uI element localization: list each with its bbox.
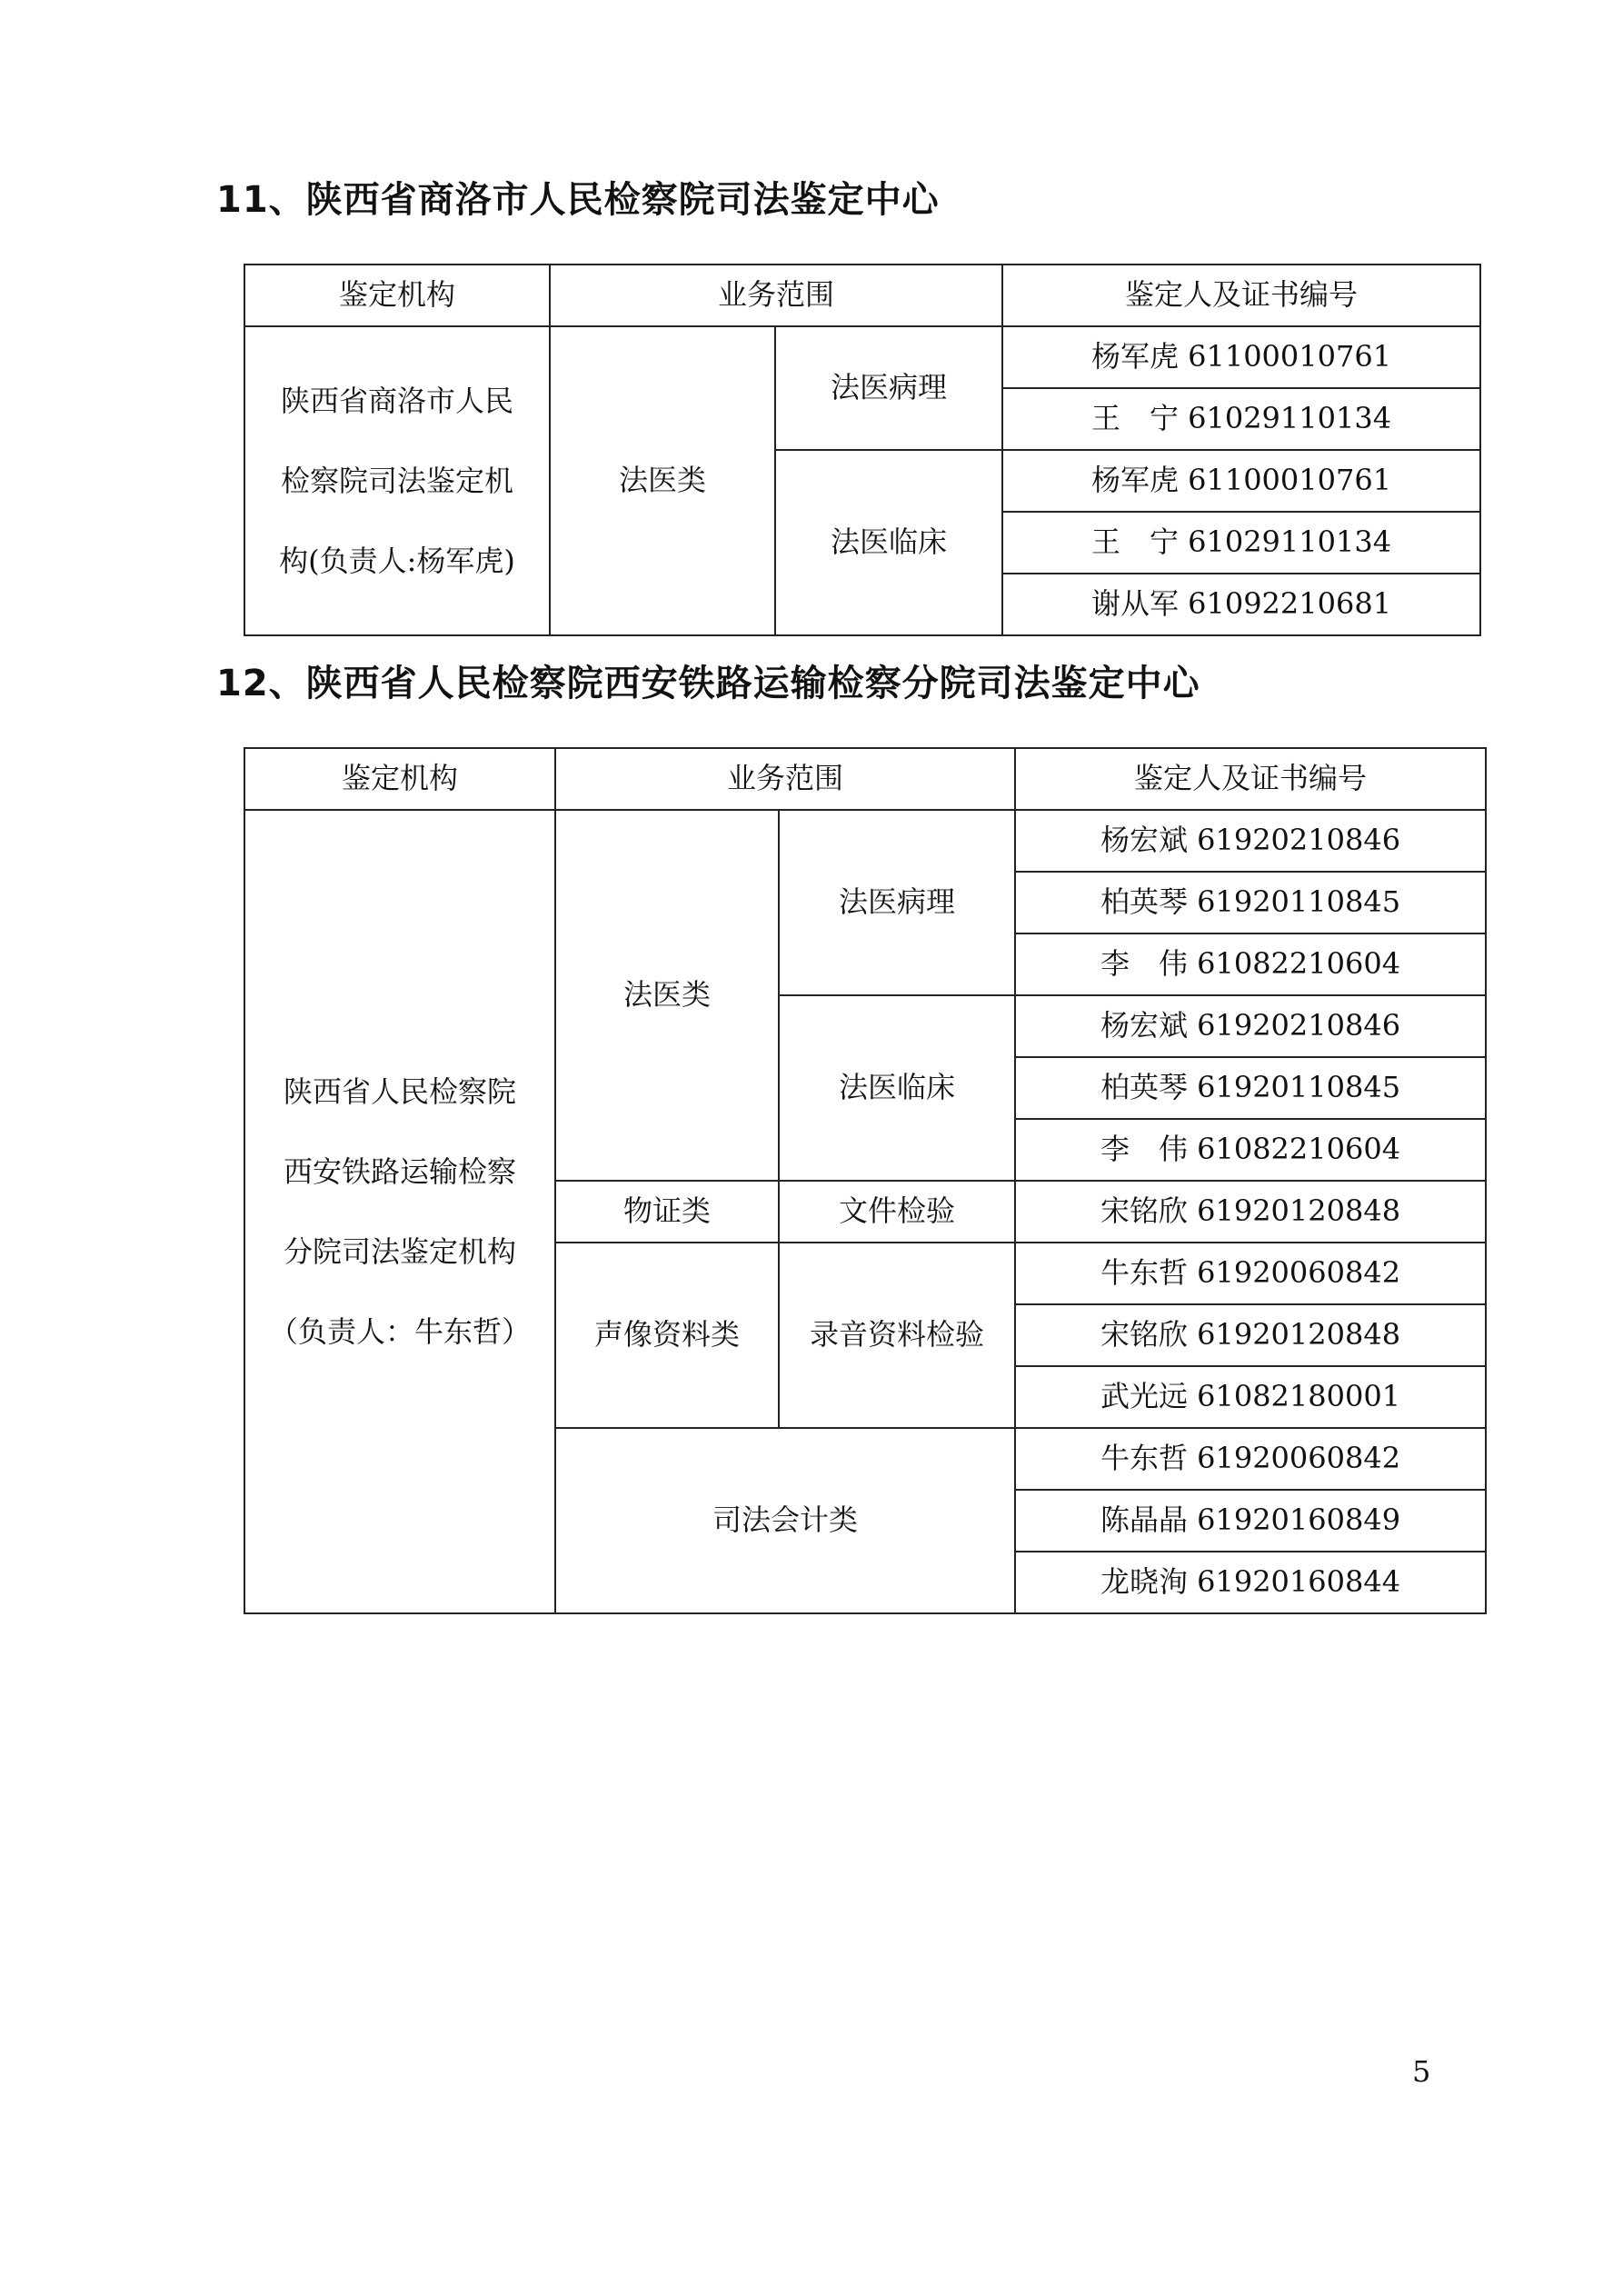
person-cell: 王 宁 61029110134	[1002, 388, 1480, 450]
section-11-title: 11、陕西省商洛市人民检察院司法鉴定中心	[216, 179, 940, 221]
org-line: （负责人：牛东哲）	[268, 1314, 531, 1349]
person-cell: 王 宁 61029110134	[1002, 512, 1480, 574]
header-org: 鉴定机构	[244, 265, 550, 326]
person-cell: 柏英琴 61920110845	[1015, 872, 1486, 933]
org-line: 陕西省人民检察院	[283, 1074, 516, 1109]
subcategory-cell: 录音资料检验	[779, 1243, 1015, 1428]
subcategory-cell: 文件检验	[779, 1181, 1015, 1243]
org-cell	[244, 326, 550, 635]
category-cell: 法医类	[555, 810, 779, 1181]
org-cell	[244, 810, 555, 1613]
org-line: 西安铁路运输检察	[283, 1154, 516, 1189]
subcategory-cell: 法医病理	[775, 326, 1002, 450]
header-scope: 业务范围	[550, 265, 1002, 326]
category-cell: 声像资料类	[555, 1243, 779, 1428]
org-line: 构(负责人:杨军虎)	[279, 544, 515, 578]
person-cell: 牛东哲 61920060842	[1015, 1428, 1486, 1490]
subcategory-cell: 法医临床	[775, 450, 1002, 635]
subcategory-cell: 法医临床	[779, 995, 1015, 1181]
category-cell: 司法会计类	[555, 1428, 1015, 1613]
person-cell: 柏英琴 61920110845	[1015, 1057, 1486, 1119]
person-cell: 杨军虎 61100010761	[1002, 326, 1480, 388]
subcategory-cell: 法医病理	[779, 810, 1015, 995]
header-scope: 业务范围	[555, 748, 1015, 810]
header-person: 鉴定人及证书编号	[1015, 748, 1486, 810]
page-number: 5	[1412, 2054, 1431, 2089]
person-cell: 陈晶晶 61920160849	[1015, 1490, 1486, 1552]
person-cell: 谢从军 61092210681	[1002, 574, 1480, 635]
header-person: 鉴定人及证书编号	[1002, 265, 1480, 326]
org-line: 分院司法鉴定机构	[283, 1234, 516, 1269]
section-12-title: 12、陕西省人民检察院西安铁路运输检察分院司法鉴定中心	[216, 663, 1200, 704]
person-cell: 杨宏斌 61920210846	[1015, 995, 1486, 1057]
header-org: 鉴定机构	[244, 748, 555, 810]
person-cell: 杨军虎 61100010761	[1002, 450, 1480, 512]
person-cell: 李 伟 61082210604	[1015, 1119, 1486, 1181]
section-11-table	[244, 264, 1481, 636]
person-cell: 宋铭欣 61920120848	[1015, 1181, 1486, 1243]
person-cell: 李 伟 61082210604	[1015, 933, 1486, 995]
person-cell: 杨宏斌 61920210846	[1015, 810, 1486, 872]
org-line: 陕西省商洛市人民	[280, 384, 513, 418]
org-line: 检察院司法鉴定机	[280, 464, 513, 498]
person-cell: 武光远 61082180001	[1015, 1366, 1486, 1428]
category-cell: 物证类	[555, 1181, 779, 1243]
person-cell: 宋铭欣 61920120848	[1015, 1304, 1486, 1366]
person-cell: 龙晓洵 61920160844	[1015, 1552, 1486, 1613]
section-12-table	[244, 747, 1487, 1614]
category-cell: 法医类	[550, 326, 775, 635]
person-cell: 牛东哲 61920060842	[1015, 1243, 1486, 1304]
